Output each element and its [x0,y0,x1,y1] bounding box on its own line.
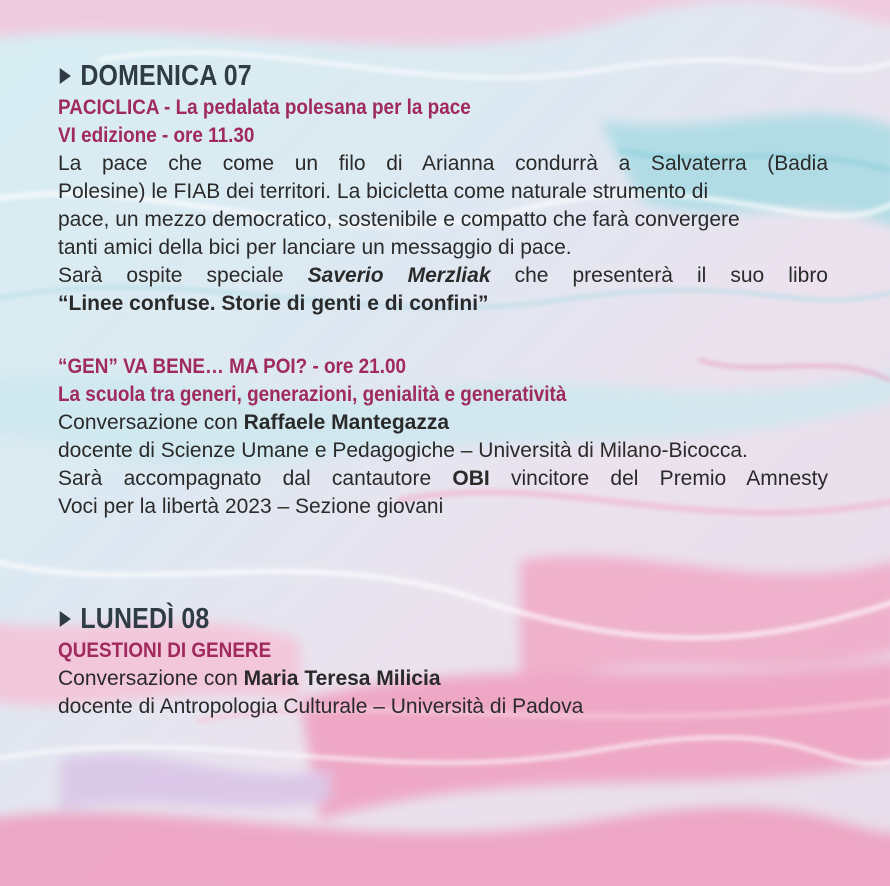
conversation-line [58,409,828,437]
description-line: tanti amici della bici per lanciare un messaggio di pace. [58,236,572,259]
play-triangle-icon [60,611,71,627]
event-description-gen [58,409,828,521]
conversation-intro: Conversazione con [58,411,238,434]
accompaniment-line [58,465,828,493]
description-line: La pace che come un filo di Arianna condurrà a Salvaterra (Badia [58,152,828,175]
guest-outro: che presenterà il suo libro [514,264,828,287]
event-description-questioni [58,665,828,721]
conversation-intro: Conversazione con [58,667,238,690]
guest-intro: Sarà ospite speciale [58,264,284,287]
book-line [58,290,828,318]
event-title-paciclica: PACICLICA - La pedalata polesana per la pace [58,96,471,119]
play-triangle-icon [60,68,71,84]
program-content [58,58,828,721]
book-title: “Linee confuse. Storie di genti e di confini” [58,292,489,315]
speaker-role: docente di Antropologia Culturale – Università di Padova [58,695,584,718]
guest-name: Saverio Merzliak [307,264,491,287]
accompaniment-outro: vincitore del Premio Amnesty [510,467,828,490]
day-heading-domenica [58,58,720,94]
event-subtitle-paciclica: VI edizione - ore 11.30 [58,124,255,147]
speaker-name: Maria Teresa Milicia [243,667,441,690]
event-subtitle-gen: La scuola tra generi, generazioni, genialità e generatività [58,383,567,406]
conversation-line [58,665,828,693]
speaker-role: docente di Scienze Umane e Pedagogiche – Università di Milano-Bicocca. [58,439,748,462]
artist-name: OBI [452,467,490,490]
day-heading-lunedi [58,601,720,637]
event-title-questioni: QUESTIONI DI GENERE [58,639,272,662]
day-label: DOMENICA 07 [80,60,252,92]
accompaniment-intro: Sarà accompagnato dal cantautore [58,467,432,490]
description-line: Polesine) le FIAB dei territori. La bicicletta come naturale strumento di [58,180,709,203]
description-line: pace, un mezzo democratico, sostenibile e compatto che farà convergere [58,208,740,231]
guest-line [58,262,828,290]
event-title-gen: “GEN” VA BENE… MA POI? - ore 21.00 [58,355,406,378]
day-label: LUNEDÌ 08 [80,603,210,635]
award-line: Voci per la libertà 2023 – Sezione giovani [58,495,444,518]
speaker-name: Raffaele Mantegazza [243,411,450,434]
event-description-paciclica [58,150,828,318]
